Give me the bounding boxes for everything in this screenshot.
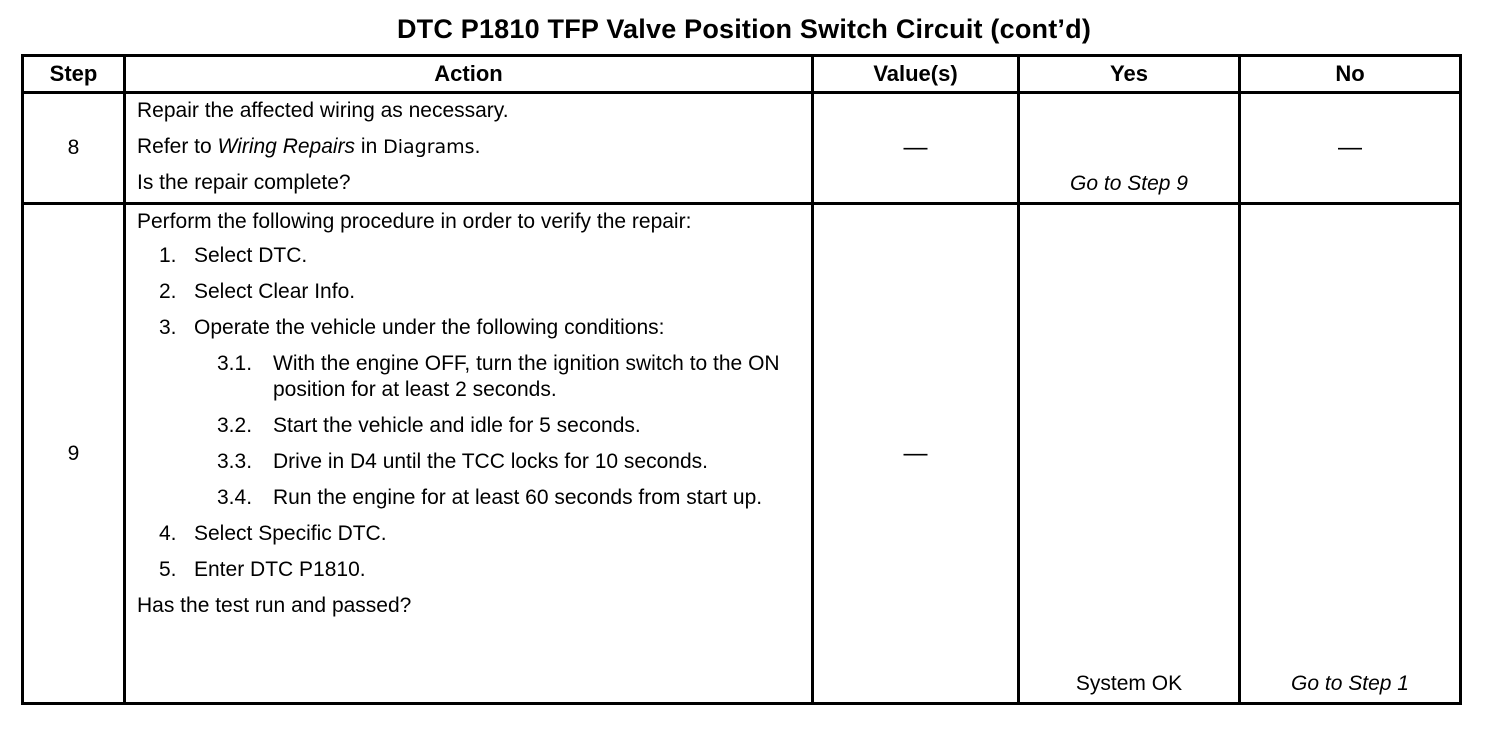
item-text: Enter DTC P1810.: [194, 558, 366, 581]
subitem-number: 3.1.: [217, 352, 253, 375]
subitem-number: 3.3.: [217, 450, 253, 473]
subitem-number: 3.4.: [217, 486, 253, 509]
item-text: Select DTC.: [194, 244, 308, 267]
action-reference-line: [137, 134, 801, 160]
item-text: Select Specific DTC.: [194, 522, 387, 545]
item-number: 4.: [159, 522, 177, 545]
action-intro: Perform the following procedure in order to verify the repair:: [137, 210, 692, 233]
procedure-subitem: [217, 351, 801, 403]
table-header-row: [23, 56, 1461, 93]
action-question: Has the test run and passed?: [137, 594, 412, 617]
action-cell: [125, 204, 813, 704]
header-yes: Yes: [1019, 56, 1240, 93]
yes-result: System OK: [1075, 672, 1183, 695]
item-number: 2.: [159, 280, 177, 303]
procedure-item: [159, 279, 801, 305]
action-cell: [125, 93, 813, 204]
subitem-text: Run the engine for at least 60 seconds from start up.: [273, 486, 763, 509]
reference-mid: in: [355, 135, 384, 158]
header-no: No: [1240, 56, 1461, 93]
procedure-subitem: [217, 413, 801, 439]
item-number: 1.: [159, 244, 177, 267]
item-number: 5.: [159, 558, 177, 581]
item-text: Select Clear Info.: [194, 280, 356, 303]
subitem-number: 3.2.: [217, 414, 253, 437]
step-number: 8: [23, 93, 125, 204]
header-action: Action: [125, 56, 813, 93]
subitem-text: Drive in D4 until the TCC locks for 10 seconds.: [273, 450, 708, 473]
action-question: Is the repair complete?: [137, 171, 351, 194]
wiring-repairs-reference: Wiring Repairs: [217, 135, 356, 158]
procedure-subitem: [217, 485, 801, 511]
value-dash: —: [903, 439, 928, 467]
yes-cell: [1019, 93, 1240, 204]
subitem-text: Start the vehicle and idle for 5 seconds.: [273, 414, 641, 437]
diagrams-reference: Diagrams.: [383, 136, 481, 158]
header-values: Value(s): [813, 56, 1019, 93]
table-row-step-9: [23, 204, 1461, 704]
value-cell: [813, 93, 1019, 204]
procedure-item: [159, 557, 801, 583]
value-dash: —: [903, 134, 928, 161]
page-title: DTC P1810 TFP Valve Position Switch Circuit (cont’d): [396, 14, 1092, 44]
procedure-item: [159, 243, 801, 269]
step-number: 9: [23, 204, 125, 704]
yes-cell: [1019, 204, 1240, 704]
action-line: Repair the affected wiring as necessary.: [137, 99, 509, 122]
item-text: Operate the vehicle under the following conditions:: [194, 316, 665, 339]
procedure-subitem: [217, 449, 801, 475]
no-cell: [1240, 93, 1461, 204]
reference-prefix: Refer to: [137, 135, 218, 158]
yes-result: Go to Step 9: [1070, 172, 1188, 195]
value-cell: [813, 204, 1019, 704]
diagnostic-table: [21, 54, 1462, 705]
item-number: 3.: [159, 316, 177, 339]
subitem-text: With the engine OFF, turn the ignition switch to the ON position for at least 2 seconds.: [273, 352, 780, 401]
no-result: Go to Step 1: [1291, 672, 1409, 695]
procedure-item: [159, 315, 801, 341]
table-row-step-8: [23, 93, 1461, 204]
procedure-item: [159, 521, 801, 547]
no-cell: [1240, 204, 1461, 704]
header-step: Step: [23, 56, 125, 93]
no-result: —: [1338, 134, 1362, 161]
